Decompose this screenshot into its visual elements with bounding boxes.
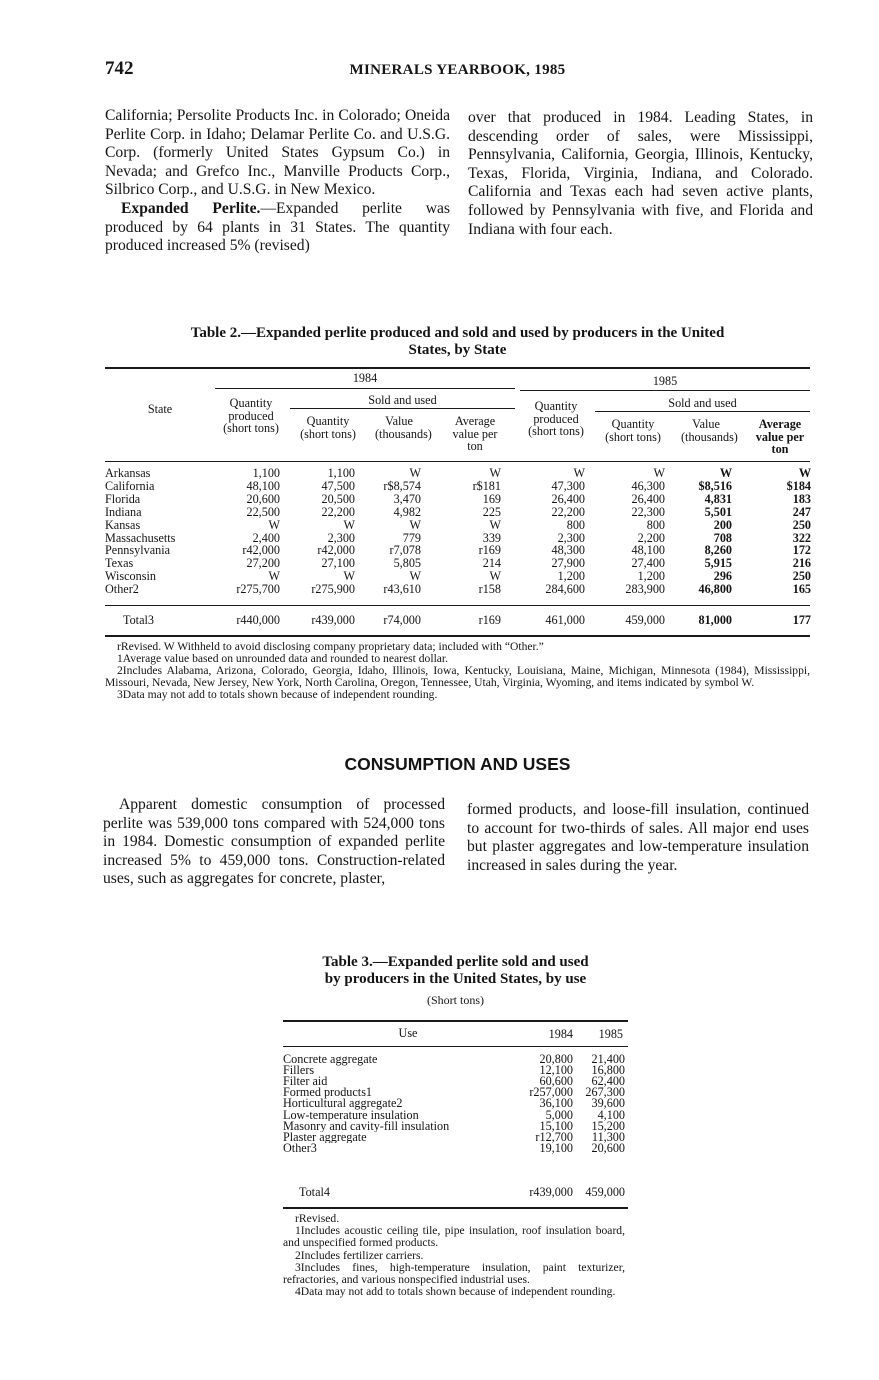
table2-total-cell: r74,000 [383,613,421,627]
table2-value-cell: W [268,569,280,584]
intro-right-column [468,109,813,239]
table3-1985-cell: 267,300 [585,1085,625,1100]
expanded-perlite-paragraph [105,200,450,256]
table2-value-cell: 1,200 [637,569,665,584]
table2-value-cell: 46,800 [698,582,732,597]
table2 [105,367,810,637]
section-heading: CONSUMPTION AND USES [344,754,571,774]
table2-value-cell: 27,200 [246,556,280,571]
table2-footnote: 1Average value based on unrounded data and rounded to nearest dollar. [117,652,449,665]
table2-value-cell: 22,300 [631,504,665,519]
table2-total-rule [105,605,810,606]
table3-1984-cell: r12,700 [535,1129,573,1144]
table2-title-line2: States, by State [408,342,507,358]
table2-value-cell: 183 [792,491,811,506]
table3-footnote: 4Data may not add to totals shown because of independent rounding. [295,1285,616,1299]
table3-1984-cell: 5,000 [545,1107,573,1122]
table3-1985-cell: 459,000 [585,1185,625,1199]
table2-value-cell: 20,600 [246,491,280,506]
table2-value-1985-header: Value (thousands) [681,417,738,444]
table2-value-cell: 1,200 [557,569,585,584]
table3-title [283,954,628,988]
consumption-right-column [467,801,809,875]
consumption-left-column [103,796,445,889]
table2-value-cell: 4,831 [704,491,732,506]
consumption-paragraph: Apparent domestic consumption of processed perlite was 539,000 tons compared with 524,000 tons in 1984. Domestic consumption of expanded perlite increased 5% to 459,000 tons. Construction-related uses, such as aggregates for concrete, plaster, [103,796,445,888]
table3-row [283,1142,628,1155]
table2-value-cell: W [489,466,501,480]
table3 [283,1015,628,1210]
table3-use-cell: Total4 [299,1186,330,1199]
table2-year-1985: 1985 [652,374,678,388]
table2-value-cell: $184 [786,478,811,493]
table2-value-cell: 20,500 [321,491,355,506]
paragraph-text: —Expanded perlite was produced by 64 plants in 31 States. The quantity produced increased 5% (revised) [105,199,450,255]
table2-value-cell: 22,200 [551,504,585,519]
table2-value-cell: 172 [792,543,811,558]
table2-avg-1984-header: Average value per ton [452,414,498,453]
table3-header-rule [283,1046,628,1047]
table2-value-cell: 4,982 [393,504,421,519]
table3-use-cell: Fillers [283,1064,315,1077]
table3-1985-cell: 21,400 [591,1052,625,1066]
table3-title-line2: by producers in the United States, by use [324,971,587,987]
table2-total-cell: 461,000 [545,613,585,627]
table3-use-cell: Other3 [283,1141,317,1155]
table3-use-cell: Horticultural aggregate2 [283,1097,403,1111]
table2-row [105,493,810,506]
table2-qty-1984-header: Quantity (short tons) [300,414,356,441]
table3-1985-cell: 16,800 [591,1063,625,1078]
table2-state-cell: Wisconsin [105,570,156,583]
table2-total-cell: 177 [792,613,811,627]
table2-value-cell: 214 [482,556,501,571]
table3-use-cell: Masonry and cavity-fill insulation [283,1119,450,1133]
table2-value-cell: 47,500 [321,478,355,493]
table2-value-cell: 800 [646,517,665,532]
table3-1984-cell: 12,100 [539,1063,573,1078]
table3-1984-cell: r439,000 [529,1185,573,1199]
table2-footnotes [105,641,810,701]
table3-1985-cell: 62,400 [591,1074,625,1089]
table2-row [105,519,810,532]
table2-total-row [105,614,810,627]
table2-value-cell: 47,300 [551,478,585,493]
table2-value-cell: 250 [792,569,811,584]
table3-1985-cell: 39,600 [591,1096,625,1111]
table2-value-cell: W [798,466,811,480]
table2-row [105,480,810,493]
table3-use-cell: Formed products1 [283,1086,373,1100]
table2-top-rule [105,367,810,369]
table2-value-cell: 2,200 [637,530,665,545]
table2-value-cell: W [409,569,421,584]
table2-value-cell: W [489,569,501,584]
table2-state-cell: California [105,479,155,493]
table2-row [105,467,810,480]
table3-footnote: 1Includes acoustic ceiling tile, pipe insulation, roof insulation board, and unspecified formed products. [283,1224,625,1250]
table2-state-cell: Florida [105,492,141,506]
table2-state-cell: Kansas [105,518,141,532]
table2-year-rule-1984 [215,388,515,389]
table2-state-cell: Indiana [105,505,142,519]
table2-sold-used-1984-header: Sold and used [368,393,437,407]
table2-state-cell: Texas [105,557,134,571]
table3-use-cell: Filter aid [283,1075,328,1088]
table3-1985-header: 1985 [598,1027,623,1041]
table2-value-cell: 5,805 [393,556,421,571]
table2-value-cell: 169 [482,491,501,506]
table3-1985-cell: 11,300 [591,1129,625,1144]
table3-footnotes [283,1213,625,1298]
table2-value-cell: r43,610 [383,582,421,597]
table3-1984-header: 1984 [548,1027,573,1041]
intro-paragraph: California; Persolite Products Inc. in Colorado; Oneida Perlite Corp. in Idaho; Delamar Perlite Co. and U.S.G. Corp. (formerly United States Gypsum Co.) in Nevada; and Grefco Inc., Manville Products Corp., Silbrico Corp., and U.S.G. in New Mexico. [105,107,450,199]
table2-value-cell: W [409,517,421,532]
table2-value-cell: W [719,466,732,480]
table3-use-header: Use [398,1026,418,1040]
table3-1984-cell: 20,800 [539,1052,573,1066]
table2-year-rule-1985 [520,390,810,391]
table2-total-cell: 81,000 [698,613,732,627]
table3-1984-cell: 15,100 [539,1118,573,1133]
table2-total-cell: 459,000 [625,613,665,627]
table2-value-cell: r275,900 [311,582,355,597]
table2-value-cell: 22,500 [246,504,280,519]
table2-value-cell: 322 [792,530,811,545]
table2-value-cell: 296 [713,569,732,584]
table2-value-cell: 284,600 [545,582,585,597]
table2-header-rule [105,461,810,462]
table2-value-cell: 5,501 [704,504,732,519]
table2-sold-used-1985-header: Sold and used [668,396,737,410]
table2-value-cell: 339 [482,530,501,545]
table2-value-cell: W [653,466,665,480]
table2-value-cell: 3,470 [393,491,421,506]
table3-1985-cell: 20,600 [591,1140,625,1155]
table2-footnote: rRevised. W Withheld to avoid disclosing company proprietary data; included with “Other.” [117,640,544,653]
table2-value-cell: 2,400 [252,530,280,545]
table2-value-cell: 27,400 [631,556,665,571]
table2-state-cell: Massachusetts [105,531,176,545]
table2-value-1984-header: Value (thousands) [375,414,432,441]
table2-value-cell: 216 [792,556,811,571]
table3-title-line1: Table 3.—Expanded perlite sold and used [322,954,589,970]
table2-total-cell: r440,000 [236,613,280,627]
table2-value-cell: r$8,574 [383,478,421,493]
table3-1985-cell: 15,200 [591,1118,625,1133]
table2-value-cell: 22,200 [321,504,355,519]
table2-total-cell: r169 [478,613,501,627]
table2-total-cell: r439,000 [311,613,355,627]
table2-qty-produced-1984-header: Quantity produced (short tons) [223,396,279,435]
table2-value-cell: 8,260 [704,543,732,558]
table2-value-cell: 165 [792,582,811,597]
table2-value-cell: r275,700 [236,582,280,597]
table3-subtitle: (Short tons) [427,993,484,1007]
table3-1984-cell: 19,100 [539,1140,573,1155]
table2-bottom-rule [105,635,810,637]
table2-value-cell: 225 [482,504,501,519]
table2-footnote: 3Data may not add to totals shown because of independent rounding. [117,688,438,701]
table2-row [105,544,810,557]
table2-value-cell: W [489,517,501,532]
table3-top-rule [283,1020,628,1022]
table2-value-cell: r158 [478,582,501,597]
table2-value-cell: 1,100 [252,466,280,480]
table2-value-cell: 250 [792,517,811,532]
table2-sold-used-rule-1985 [595,411,810,412]
table2-row [105,583,810,596]
table2-row [105,557,810,570]
table2-total-label: Total3 [123,614,154,627]
table2-qty-produced-1985-header: Quantity produced (short tons) [528,399,584,438]
table2-value-cell: r42,000 [242,543,280,558]
table3-use-cell: Low-temperature insulation [283,1108,419,1122]
table2-value-cell: 26,400 [551,491,585,506]
intro-left-column [105,107,450,256]
table3-footnote: 2Includes fertilizer carriers. [295,1248,424,1262]
table3-1984-cell: 60,600 [539,1074,573,1089]
consumption-paragraph-continued: formed products, and loose-fill insulation, continued to account for two-thirds of sales. All major end uses but plaster aggregates and low-temperature insulation increased in sales during the year. [467,801,809,874]
table2-avg-1985-header: Average value per ton [755,417,805,456]
running-title: MINERALS YEARBOOK, 1985 [349,62,566,78]
table2-value-cell: W [573,466,585,480]
page-header [105,58,810,84]
table3-1985-cell: 4,100 [597,1107,625,1122]
table2-value-cell: 2,300 [557,530,585,545]
table2-footnote: 2Includes Alabama, Arizona, Colorado, Georgia, Idaho, Illinois, Iowa, Kentucky, Louisiana, Maine, Michigan, Minnesota (1984), Mississippi, Missouri, Nevada, New Jersey, New York, North Carolina, Oregon, Tennessee, Utah, Virginia, Wyoming, and items indicated by symbol W. [105,664,810,689]
table2-state-cell: Pennsylvania [105,544,170,558]
table2-value-cell: 48,100 [246,478,280,493]
table2-value-cell: W [268,517,280,532]
table2-state-header: State [147,402,173,416]
table2-value-cell: 283,900 [625,582,665,597]
table2-value-cell: 1,100 [327,466,355,480]
table2-value-cell: r$181 [472,478,501,493]
table2-title-line1: Table 2.—Expanded perlite produced and sold and used by producers in the United [190,325,725,341]
table2-value-cell: 200 [713,517,732,532]
table3-total-row [283,1186,628,1199]
table3-footnote: rRevised. [295,1212,340,1225]
table2-row [105,506,810,519]
table2-value-cell: r42,000 [317,543,355,558]
table2-value-cell: 27,900 [551,556,585,571]
table2-value-cell: 27,100 [321,556,355,571]
table2-row [105,532,810,545]
table2-value-cell: W [343,517,355,532]
table2-value-cell: W [343,569,355,584]
table3-footnote: 3Includes fines, high-temperature insulation, paint texturizer, refractories, and various nonspecified industrial uses. [283,1260,625,1287]
page-number: 742 [105,58,134,79]
table2-value-cell: 48,300 [551,543,585,558]
table2-value-cell: 708 [713,530,732,545]
table2-value-cell: 779 [402,530,421,545]
run-in-heading: Expanded Perlite. [121,199,261,217]
table2-value-cell: 247 [792,504,811,519]
table2-value-cell: 5,915 [704,556,732,571]
table2-sold-used-rule-1984 [290,408,515,409]
table2-year-1984: 1984 [352,371,378,385]
table2-value-cell: W [409,466,421,480]
table2-value-cell: r7,078 [389,543,421,558]
intro-paragraph-continued: over that produced in 1984. Leading States, in descending order of sales, were Mississippi, Pennsylvania, California, Georgia, Illinois, Kentucky, Texas, Florida, Virginia, Indiana, and Colorado. California and Texas each had seven active plants, followed by Pennsylvania with five, and Florida and Indiana with four each. [468,109,813,238]
table2-value-cell: r169 [478,543,501,558]
table2-value-cell: $8,516 [698,478,732,493]
table3-use-cell: Plaster aggregate [283,1130,367,1144]
table3-1984-cell: 36,100 [539,1096,573,1111]
table2-title [105,325,810,359]
table2-value-cell: 26,400 [631,491,665,506]
table2-value-cell: 46,300 [631,478,665,493]
table2-qty-1985-header: Quantity (short tons) [605,417,661,444]
table2-value-cell: 800 [566,517,585,532]
table2-row [105,570,810,583]
table3-bottom-rule [283,1207,628,1209]
table2-state-cell: Other2 [105,583,139,596]
table2-value-cell: 48,100 [631,543,665,558]
table2-value-cell: 2,300 [327,530,355,545]
table3-use-cell: Concrete aggregate [283,1053,378,1066]
table2-state-cell: Arkansas [105,467,151,480]
table3-1984-cell: r257,000 [529,1085,573,1100]
